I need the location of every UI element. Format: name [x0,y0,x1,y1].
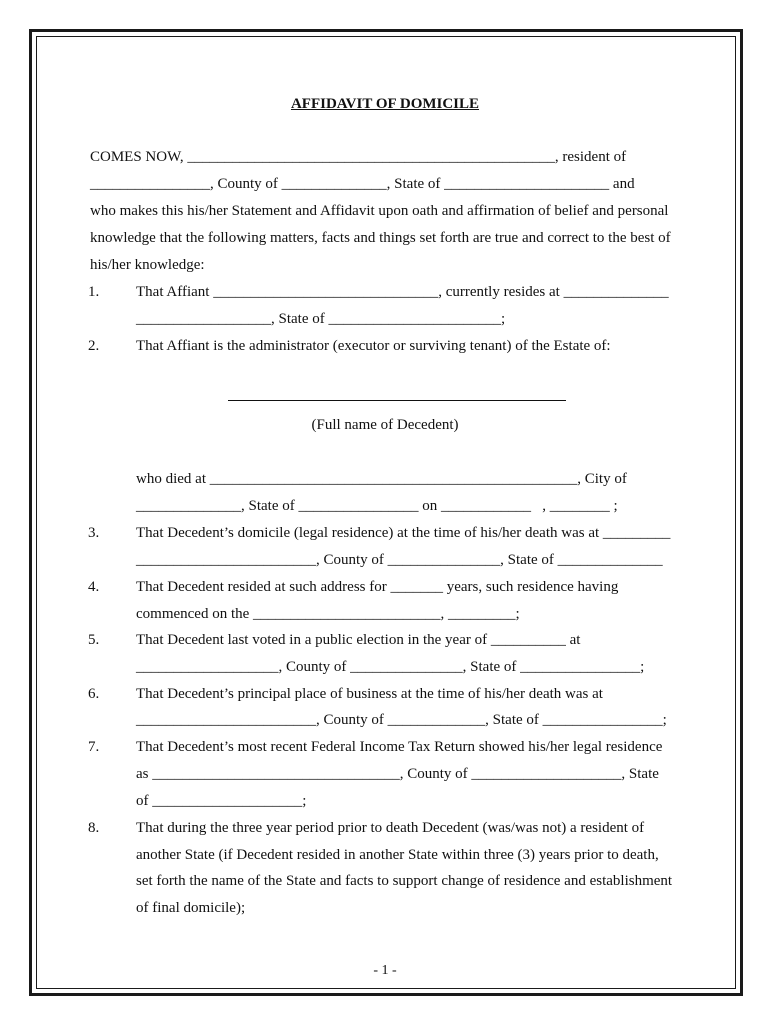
decedent-caption: (Full name of Decedent) [311,417,459,433]
item-7-line-3: of ____________________; [136,793,307,809]
item-4-line-2: commenced on the _________________________, _________; [136,606,520,622]
page-number: - 1 - [373,963,397,978]
item-5-line-1: That Decedent last voted in a public election in the year of __________ at [136,632,581,648]
item-5-number: 5. [88,632,100,648]
item-6-line-1: That Decedent’s principal place of business at the time of his/her death was at [136,686,603,702]
document-title: AFFIDAVIT OF DOMICILE [290,96,480,112]
intro-line-3: who makes this his/her Statement and Affidavit upon oath and affirmation of belief and personal [90,203,669,219]
decedent-name-line [228,400,566,401]
item-8-number: 8. [88,820,100,836]
item-7-line-1: That Decedent’s most recent Federal Income Tax Return showed his/her legal residence [136,739,663,755]
item-4-number: 4. [88,579,100,595]
item-8-line-1: That during the three year period prior to death Decedent (was/was not) a resident of [136,820,645,836]
item-6-number: 6. [88,686,100,702]
item-6-line-2: ________________________, County of _____________, State of ________________; [136,712,667,728]
item-1-line-2: __________________, State of _______________________; [136,311,506,327]
item-3-line-1: That Decedent’s domicile (legal residence) at the time of his/her death was at _________ [136,525,671,541]
item-1-line-1: That Affiant ______________________________, currently resides at ______________ [136,284,669,300]
item-2-number: 2. [88,338,100,354]
item-4-line-1: That Decedent resided at such address for _______ years, such residence having [136,579,619,595]
intro-line-1: COMES NOW, _________________________________________________, resident of [90,149,627,165]
item-3-number: 3. [88,525,100,541]
item-8-line-4: of final domicile); [136,900,246,916]
item-7-line-2: as _________________________________, County of ____________________, State [136,766,659,782]
item-8-line-2: another State (if Decedent resided in another State within three (3) years prior to death, [136,847,659,863]
intro-line-5: his/her knowledge: [90,257,205,273]
died-line-1: who died at _________________________________________________, City of [136,471,627,487]
item-8-line-3: set forth the name of the State and facts to support change of residence and establishment [136,873,673,889]
died-line-2: ______________, State of ________________ on ____________ , ________ ; [136,498,618,514]
intro-line-2: ________________, County of ______________, State of ______________________ and [90,176,635,192]
item-5-line-2: ___________________, County of _______________, State of ________________; [136,659,645,675]
item-2-line-1: That Affiant is the administrator (executor or surviving tenant) of the Estate of: [136,338,611,354]
intro-line-4: knowledge that the following matters, facts and things set forth are true and correct to the best of [90,230,671,246]
item-1-number: 1. [88,284,100,300]
item-7-number: 7. [88,739,100,755]
item-3-line-2: ________________________, County of _______________, State of ______________ [136,552,663,568]
